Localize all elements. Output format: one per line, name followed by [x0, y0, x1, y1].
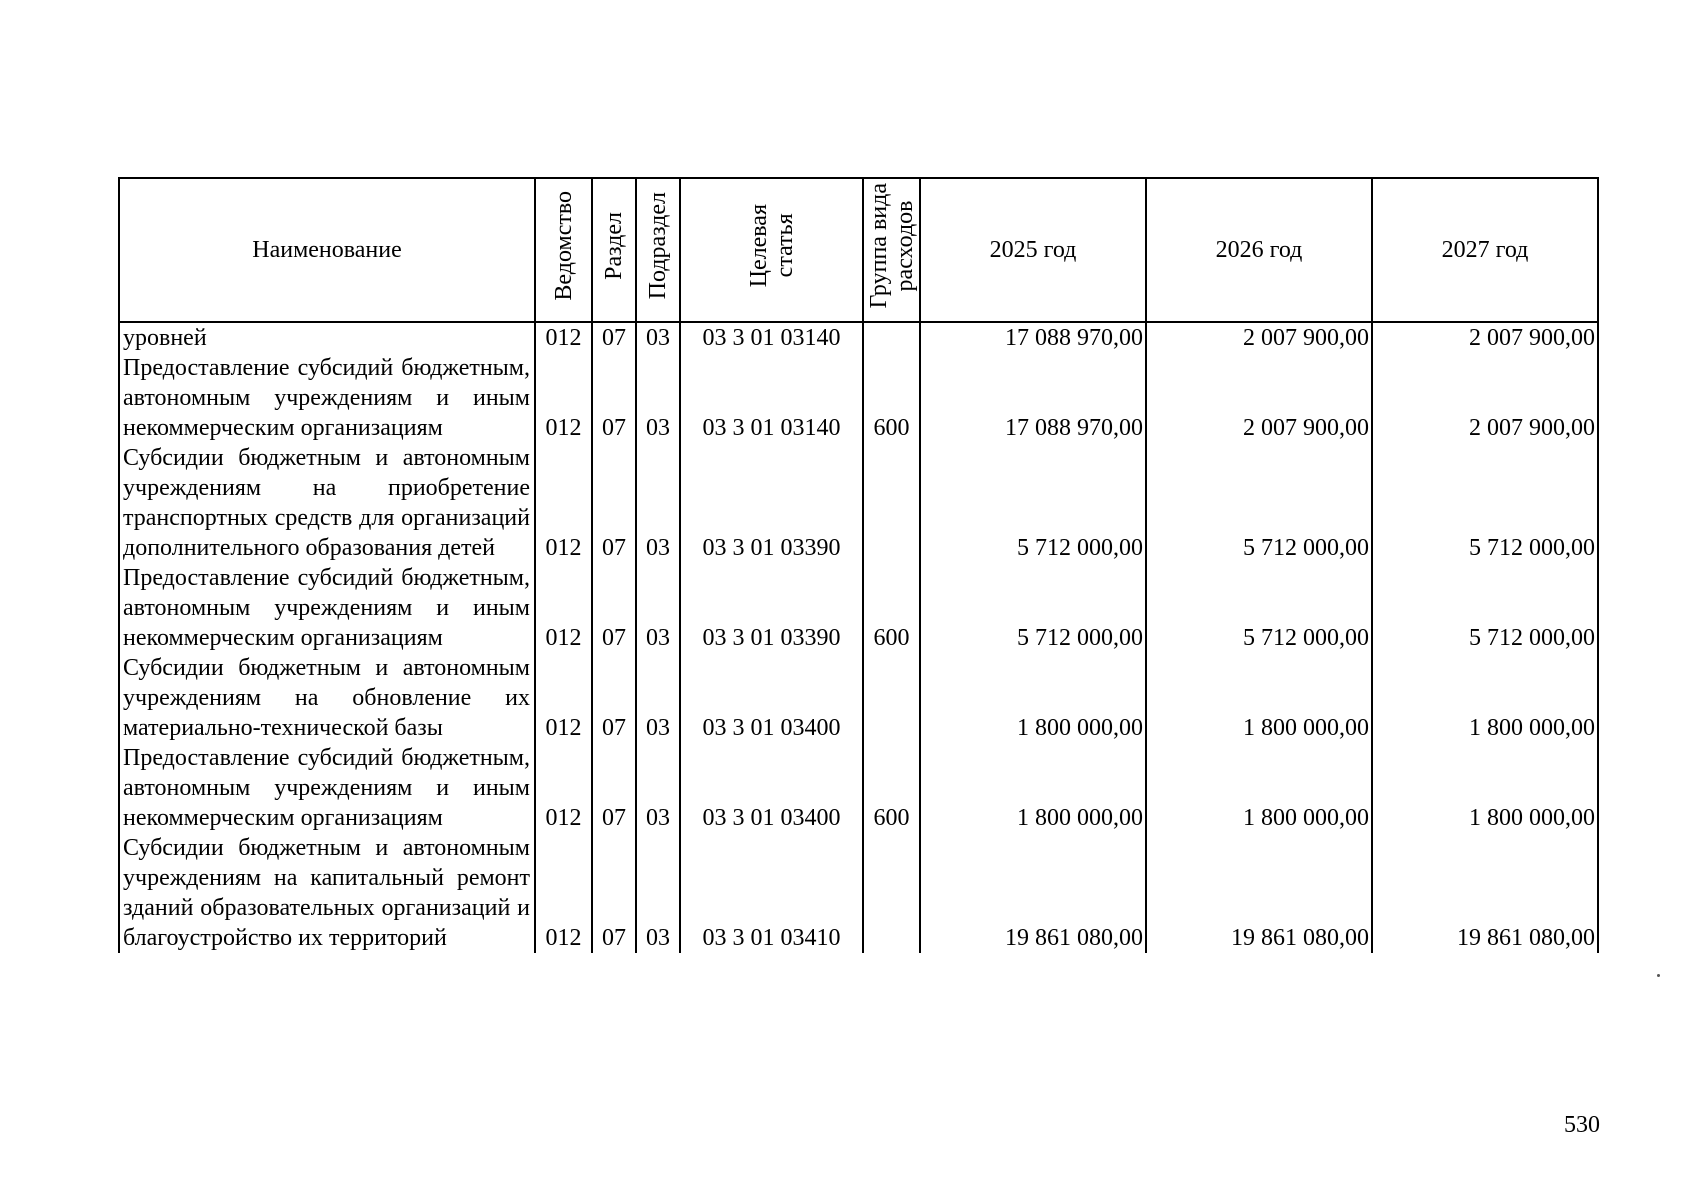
cell-group	[863, 653, 920, 743]
cell-podrazdel: 03	[636, 563, 680, 653]
header-group	[863, 178, 920, 322]
cell-target: 03 3 01 03400	[680, 653, 863, 743]
header-group-line1: Группа вида	[865, 183, 892, 309]
cell-target: 03 3 01 03140	[680, 353, 863, 443]
cell-name: Предоставление субсидий бюджетным, автономным учреждениям и иным некоммерческим организациям	[119, 353, 535, 443]
cell-name: уровней	[119, 322, 535, 353]
cell-razdel: 07	[592, 443, 636, 563]
cell-razdel: 07	[592, 653, 636, 743]
cell-razdel: 07	[592, 353, 636, 443]
cell-2026: 2 007 900,00	[1146, 322, 1372, 353]
cell-target: 03 3 01 03410	[680, 833, 863, 953]
table-row	[119, 353, 1598, 443]
header-target	[680, 178, 863, 322]
cell-target: 03 3 01 03140	[680, 322, 863, 353]
cell-name: Субсидии бюджетным и автономным учреждениям на капитальный ремонт зданий образовательных организаций и благоустройство их территорий	[119, 833, 535, 953]
cell-group: 600	[863, 563, 920, 653]
header-razdel: Раздел	[592, 178, 636, 322]
cell-podrazdel: 03	[636, 322, 680, 353]
cell-podrazdel: 03	[636, 833, 680, 953]
cell-2027: 2 007 900,00	[1372, 353, 1598, 443]
cell-2025: 17 088 970,00	[920, 322, 1146, 353]
cell-group: 600	[863, 743, 920, 833]
cell-vedomstvo: 012	[535, 563, 592, 653]
cell-2027: 19 861 080,00	[1372, 833, 1598, 953]
cell-2025: 1 800 000,00	[920, 653, 1146, 743]
cell-group	[863, 833, 920, 953]
page-number: 530	[1564, 1112, 1600, 1138]
cell-razdel: 07	[592, 563, 636, 653]
cell-2025: 19 861 080,00	[920, 833, 1146, 953]
header-2027: 2027 год	[1372, 178, 1598, 322]
cell-razdel: 07	[592, 833, 636, 953]
cell-2026: 19 861 080,00	[1146, 833, 1372, 953]
table-row	[119, 322, 1598, 353]
cell-razdel: 07	[592, 743, 636, 833]
cell-group	[863, 322, 920, 353]
header-2026: 2026 год	[1146, 178, 1372, 322]
cell-2027: 2 007 900,00	[1372, 322, 1598, 353]
header-group-line2: расходов	[891, 200, 918, 292]
cell-2025: 5 712 000,00	[920, 563, 1146, 653]
cell-name: Субсидии бюджетным и автономным учреждениям на обновление их материально-технической базы	[119, 653, 535, 743]
cell-group: 600	[863, 353, 920, 443]
table-row	[119, 443, 1598, 563]
cell-2026: 1 800 000,00	[1146, 653, 1372, 743]
cell-name: Субсидии бюджетным и автономным учреждениям на приобретение транспортных средств для организаций дополнительного образования детей	[119, 443, 535, 563]
cell-vedomstvo: 012	[535, 833, 592, 953]
cell-target: 03 3 01 03390	[680, 563, 863, 653]
cell-vedomstvo: 012	[535, 653, 592, 743]
cell-razdel: 07	[592, 322, 636, 353]
cell-podrazdel: 03	[636, 353, 680, 443]
cell-2025: 17 088 970,00	[920, 353, 1146, 443]
header-podrazdel: Подраздел	[636, 178, 680, 322]
scan-speck	[1657, 974, 1660, 977]
header-name: Наименование	[119, 178, 535, 322]
header-vedomstvo: Ведомство	[535, 178, 592, 322]
cell-2025: 5 712 000,00	[920, 443, 1146, 563]
header-row	[119, 178, 1598, 322]
header-2025: 2025 год	[920, 178, 1146, 322]
cell-vedomstvo: 012	[535, 353, 592, 443]
cell-podrazdel: 03	[636, 743, 680, 833]
cell-vedomstvo: 012	[535, 743, 592, 833]
cell-podrazdel: 03	[636, 653, 680, 743]
cell-name: Предоставление субсидий бюджетным, автономным учреждениям и иным некоммерческим организациям	[119, 563, 535, 653]
table-row	[119, 563, 1598, 653]
header-target-line1: Целевая	[745, 204, 772, 288]
cell-2026: 5 712 000,00	[1146, 563, 1372, 653]
cell-vedomstvo: 012	[535, 443, 592, 563]
cell-2027: 1 800 000,00	[1372, 743, 1598, 833]
header-target-line2: статья	[771, 214, 798, 278]
cell-2025: 1 800 000,00	[920, 743, 1146, 833]
cell-name: Предоставление субсидий бюджетным, автономным учреждениям и иным некоммерческим организациям	[119, 743, 535, 833]
cell-2027: 5 712 000,00	[1372, 563, 1598, 653]
cell-2027: 1 800 000,00	[1372, 653, 1598, 743]
cell-vedomstvo: 012	[535, 322, 592, 353]
cell-2026: 2 007 900,00	[1146, 353, 1372, 443]
cell-podrazdel: 03	[636, 443, 680, 563]
table-row	[119, 743, 1598, 833]
table-row	[119, 653, 1598, 743]
cell-target: 03 3 01 03390	[680, 443, 863, 563]
cell-target: 03 3 01 03400	[680, 743, 863, 833]
cell-2026: 1 800 000,00	[1146, 743, 1372, 833]
budget-table	[118, 177, 1599, 953]
cell-group	[863, 443, 920, 563]
table-row	[119, 833, 1598, 953]
cell-2026: 5 712 000,00	[1146, 443, 1372, 563]
cell-2027: 5 712 000,00	[1372, 443, 1598, 563]
